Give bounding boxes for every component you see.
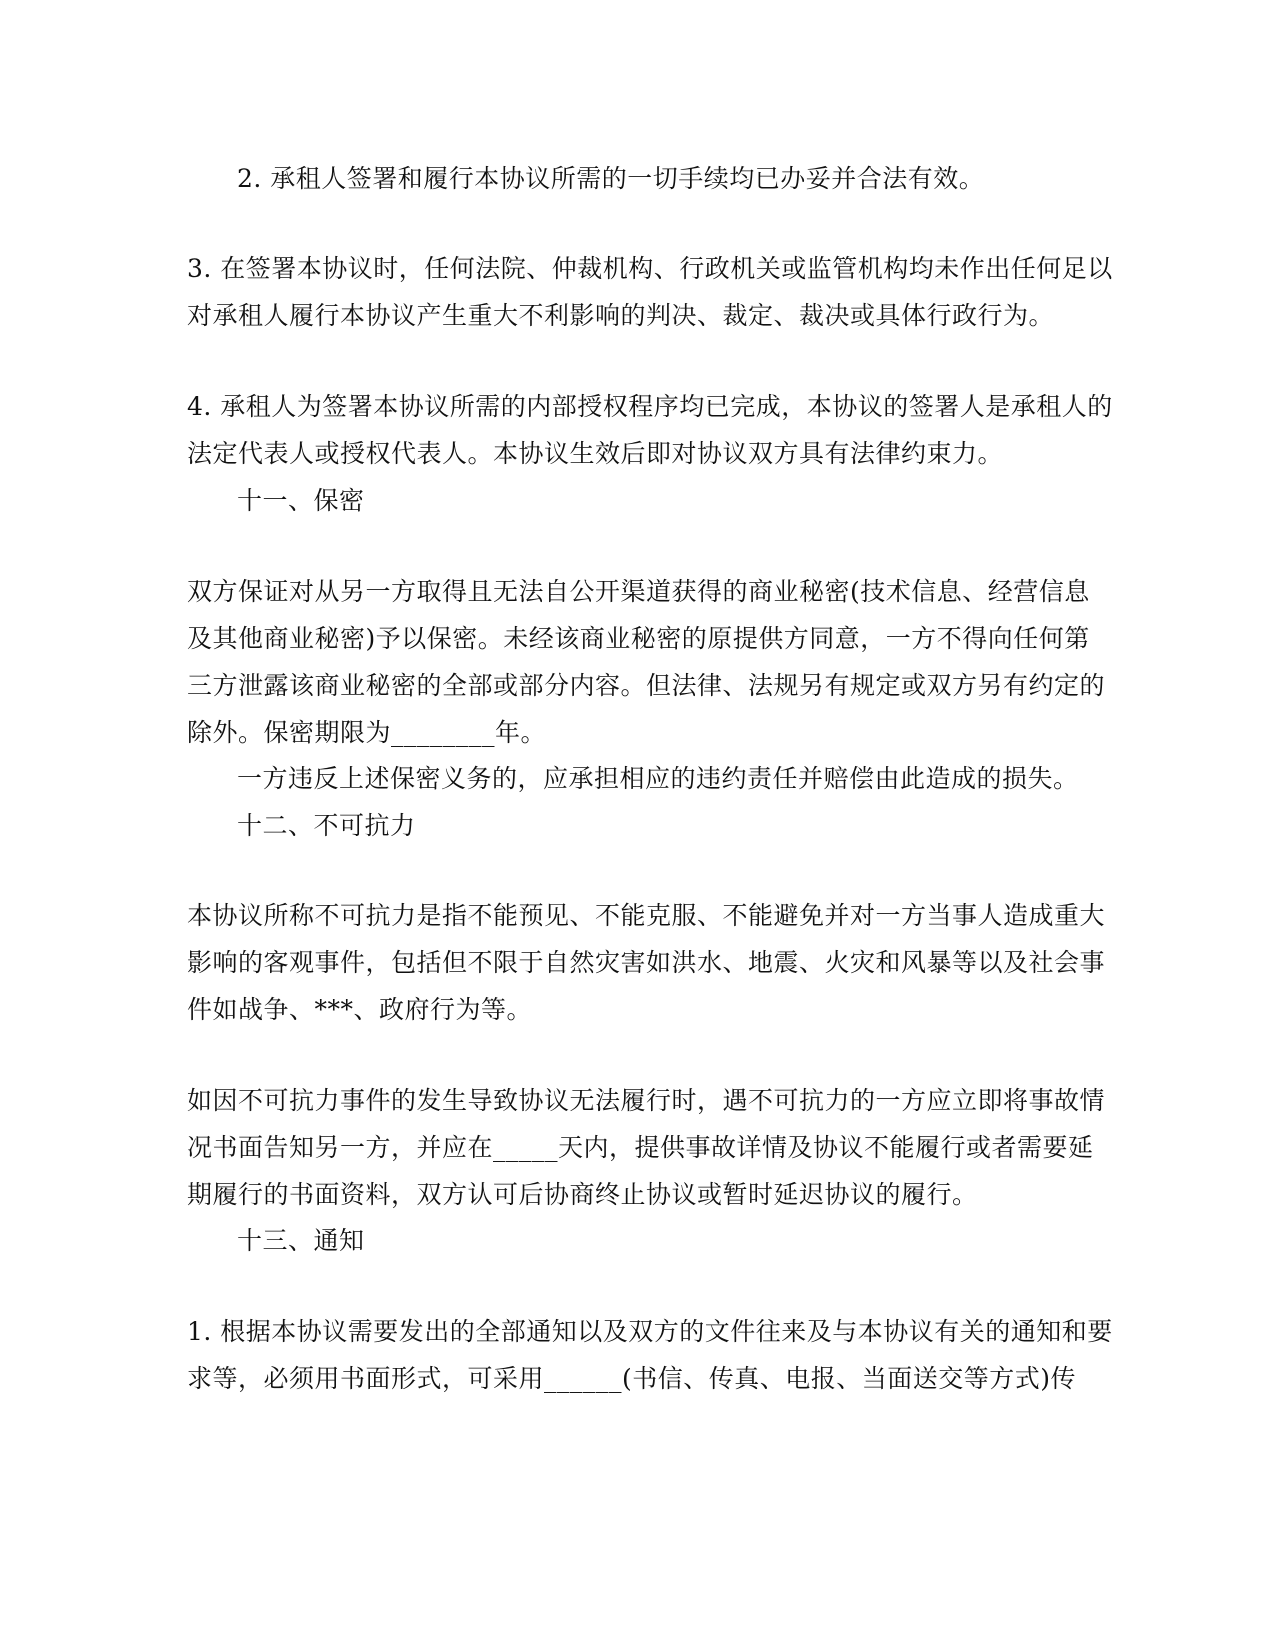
text-line: 如因不可抗力事件的发生导致协议无法履行时，遇不可抗力的一方应立即将事故情	[187, 1086, 1106, 1115]
text-line: 2. 承租人签署和履行本协议所需的一切手续均已办妥并合法有效。	[237, 164, 985, 193]
section-heading: 十一、保密	[237, 486, 365, 515]
text-line: 影响的客观事件，包括但不限于自然灾害如洪水、地震、火灾和风暴等以及社会事	[187, 948, 1106, 977]
text-line: 3. 在签署本协议时，任何法院、仲裁机构、行政机关或监管机构均未作出任何足以	[187, 254, 1113, 283]
text-line: 况书面告知另一方，并应在_____天内，提供事故详情及协议不能履行或者需要延	[187, 1133, 1094, 1162]
text-line: 件如战争、***、政府行为等。	[187, 995, 533, 1024]
text-line: 4. 承租人为签署本协议所需的内部授权程序均已完成，本协议的签署人是承租人的	[187, 392, 1113, 421]
text-line: 期履行的书面资料，双方认可后协商终止协议或暂时延迟协议的履行。	[187, 1180, 978, 1209]
text-line: 除外。保密期限为________年。	[187, 718, 547, 747]
text-line: 双方保证对从另一方取得且无法自公开渠道获得的商业秘密(技术信息、经营信息	[187, 577, 1090, 606]
text-line: 求等，必须用书面形式，可采用______(书信、传真、电报、当面送交等方式)传	[187, 1364, 1077, 1393]
text-line: 三方泄露该商业秘密的全部或部分内容。但法律、法规另有规定或双方另有约定的	[187, 671, 1106, 700]
section-heading: 十二、不可抗力	[237, 811, 416, 840]
text-line: 一方违反上述保密义务的，应承担相应的违约责任并赔偿由此造成的损失。	[237, 764, 1079, 793]
text-line: 及其他商业秘密)予以保密。未经该商业秘密的原提供方同意，一方不得向任何第	[187, 624, 1090, 653]
text-line: 1. 根据本协议需要发出的全部通知以及双方的文件往来及与本协议有关的通知和要	[187, 1317, 1113, 1346]
text-line: 对承租人履行本协议产生重大不利影响的判决、裁定、裁决或具体行政行为。	[187, 301, 1055, 330]
text-line: 本协议所称不可抗力是指不能预见、不能克服、不能避免并对一方当事人造成重大	[187, 901, 1106, 930]
text-line: 法定代表人或授权代表人。本协议生效后即对协议双方具有法律约束力。	[187, 439, 1004, 468]
section-heading: 十三、通知	[237, 1226, 365, 1255]
